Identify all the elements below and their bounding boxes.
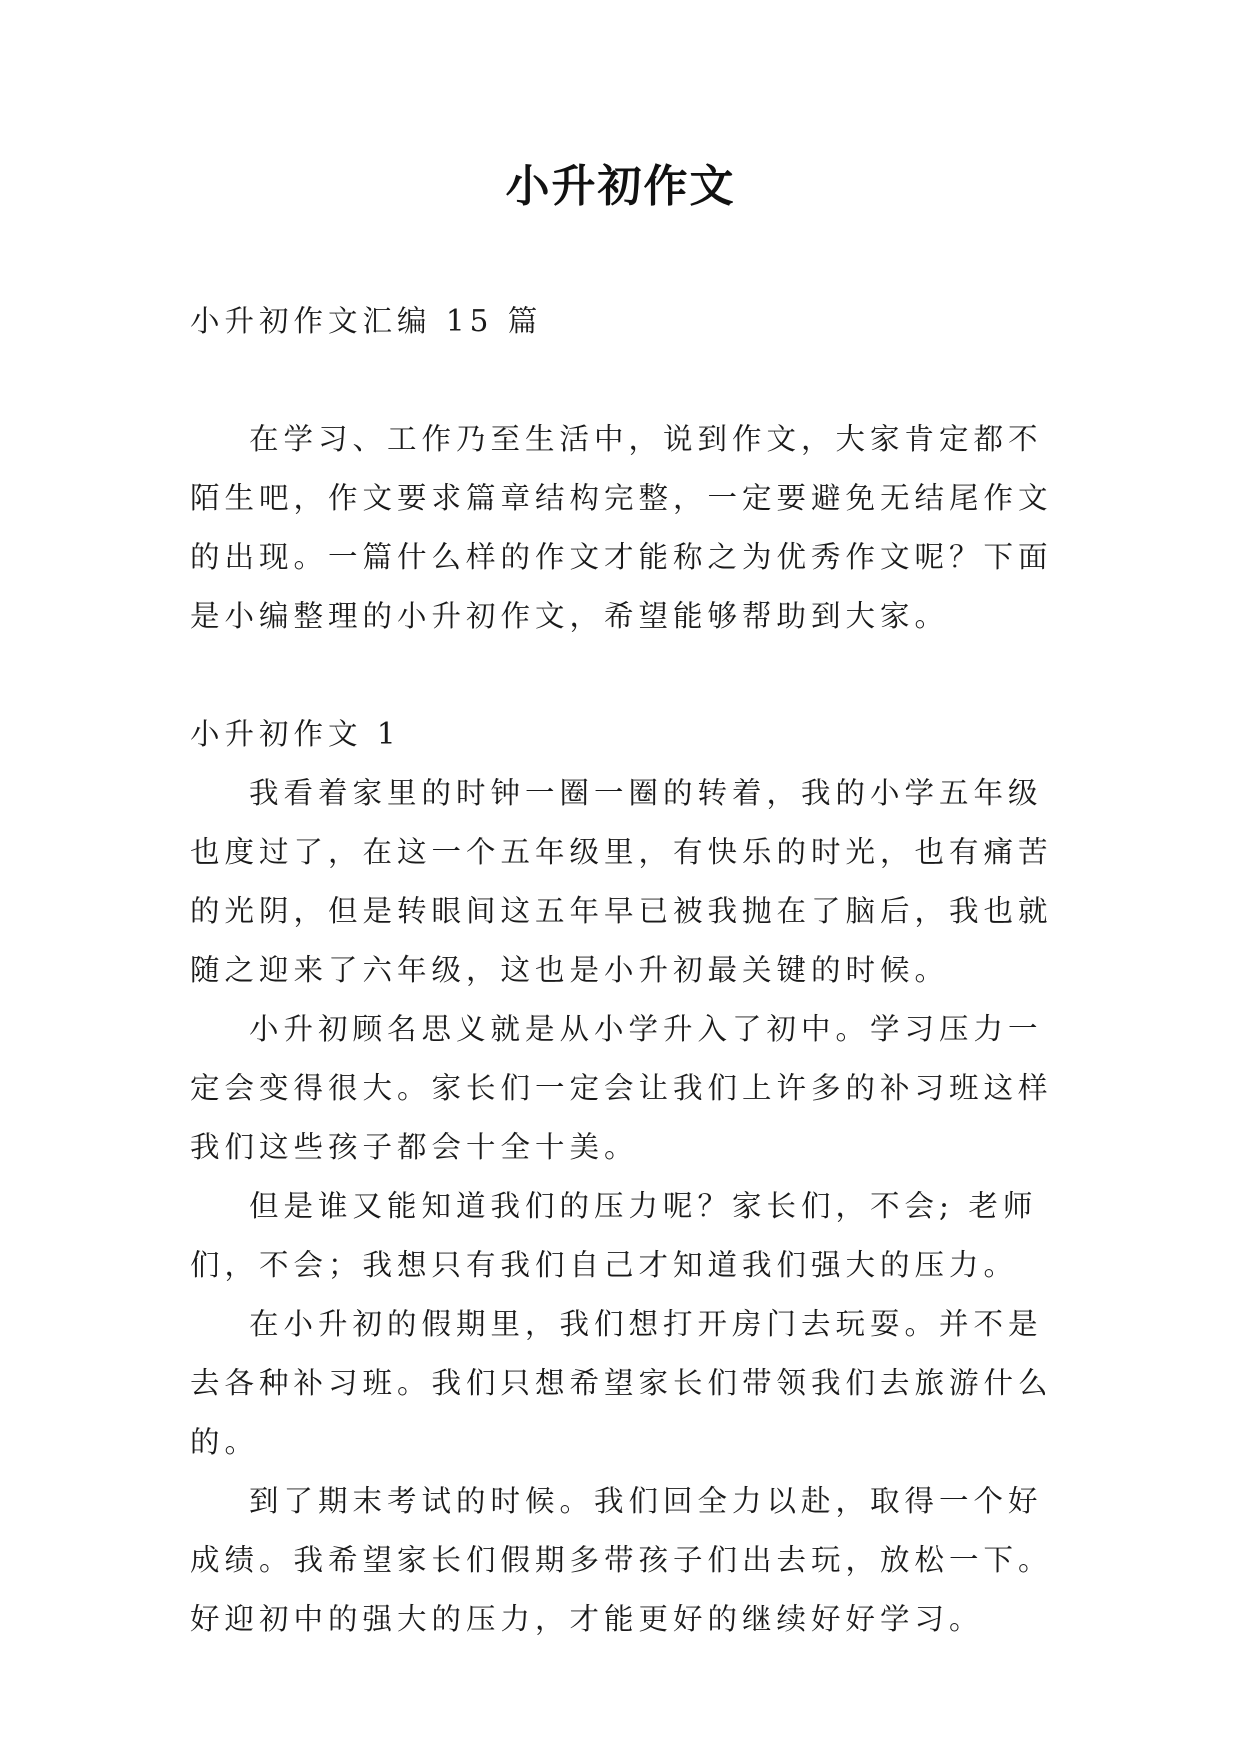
body-paragraph-1: 我看着家里的时钟一圈一圈的转着，我的小学五年级也度过了，在这一个五年级里，有快乐的时光，也有痛苦的光阴，但是转眼间这五年早已被我抛在了脑后，我也就随之迎来了六年级，这也是小升初最关键的时候。	[190, 776, 1053, 987]
intro-paragraph: 在学习、工作乃至生活中，说到作文，大家肯定都不陌生吧，作文要求篇章结构完整，一定要避免无结尾作文的出现。一篇什么样的作文才能称之为优秀作文呢？下面是小编整理的小升初作文，希望能够帮助到大家。	[190, 422, 1053, 633]
body-paragraph-5: 到了期末考试的时候。我们回全力以赴，取得一个好成绩。我希望家长们假期多带孩子们出去玩，放松一下。好迎初中的强大的压力，才能更好的继续好好学习。	[190, 1484, 1053, 1636]
body-paragraph-3: 但是谁又能知道我们的压力呢？家长们，不会; 老师们，不会；我想只有我们自己才知道我们强大的压力。	[190, 1189, 1038, 1282]
document-subtitle: 小升初作文汇编 15 篇	[190, 304, 543, 338]
document-title: 小升初作文	[505, 161, 736, 212]
section-heading: 小升初作文 1	[190, 717, 401, 751]
document-body	[190, 292, 1070, 1649]
body-paragraph-2: 小升初顾名思义就是从小学升入了初中。学习压力一定会变得很大。家长们一定会让我们上许多的补习班这样我们这些孩子都会十全十美。	[190, 1012, 1053, 1164]
body-paragraph-4: 在小升初的假期里，我们想打开房门去玩耍。并不是去各种补习班。我们只想希望家长们带领我们去旅游什么的。	[190, 1307, 1053, 1459]
